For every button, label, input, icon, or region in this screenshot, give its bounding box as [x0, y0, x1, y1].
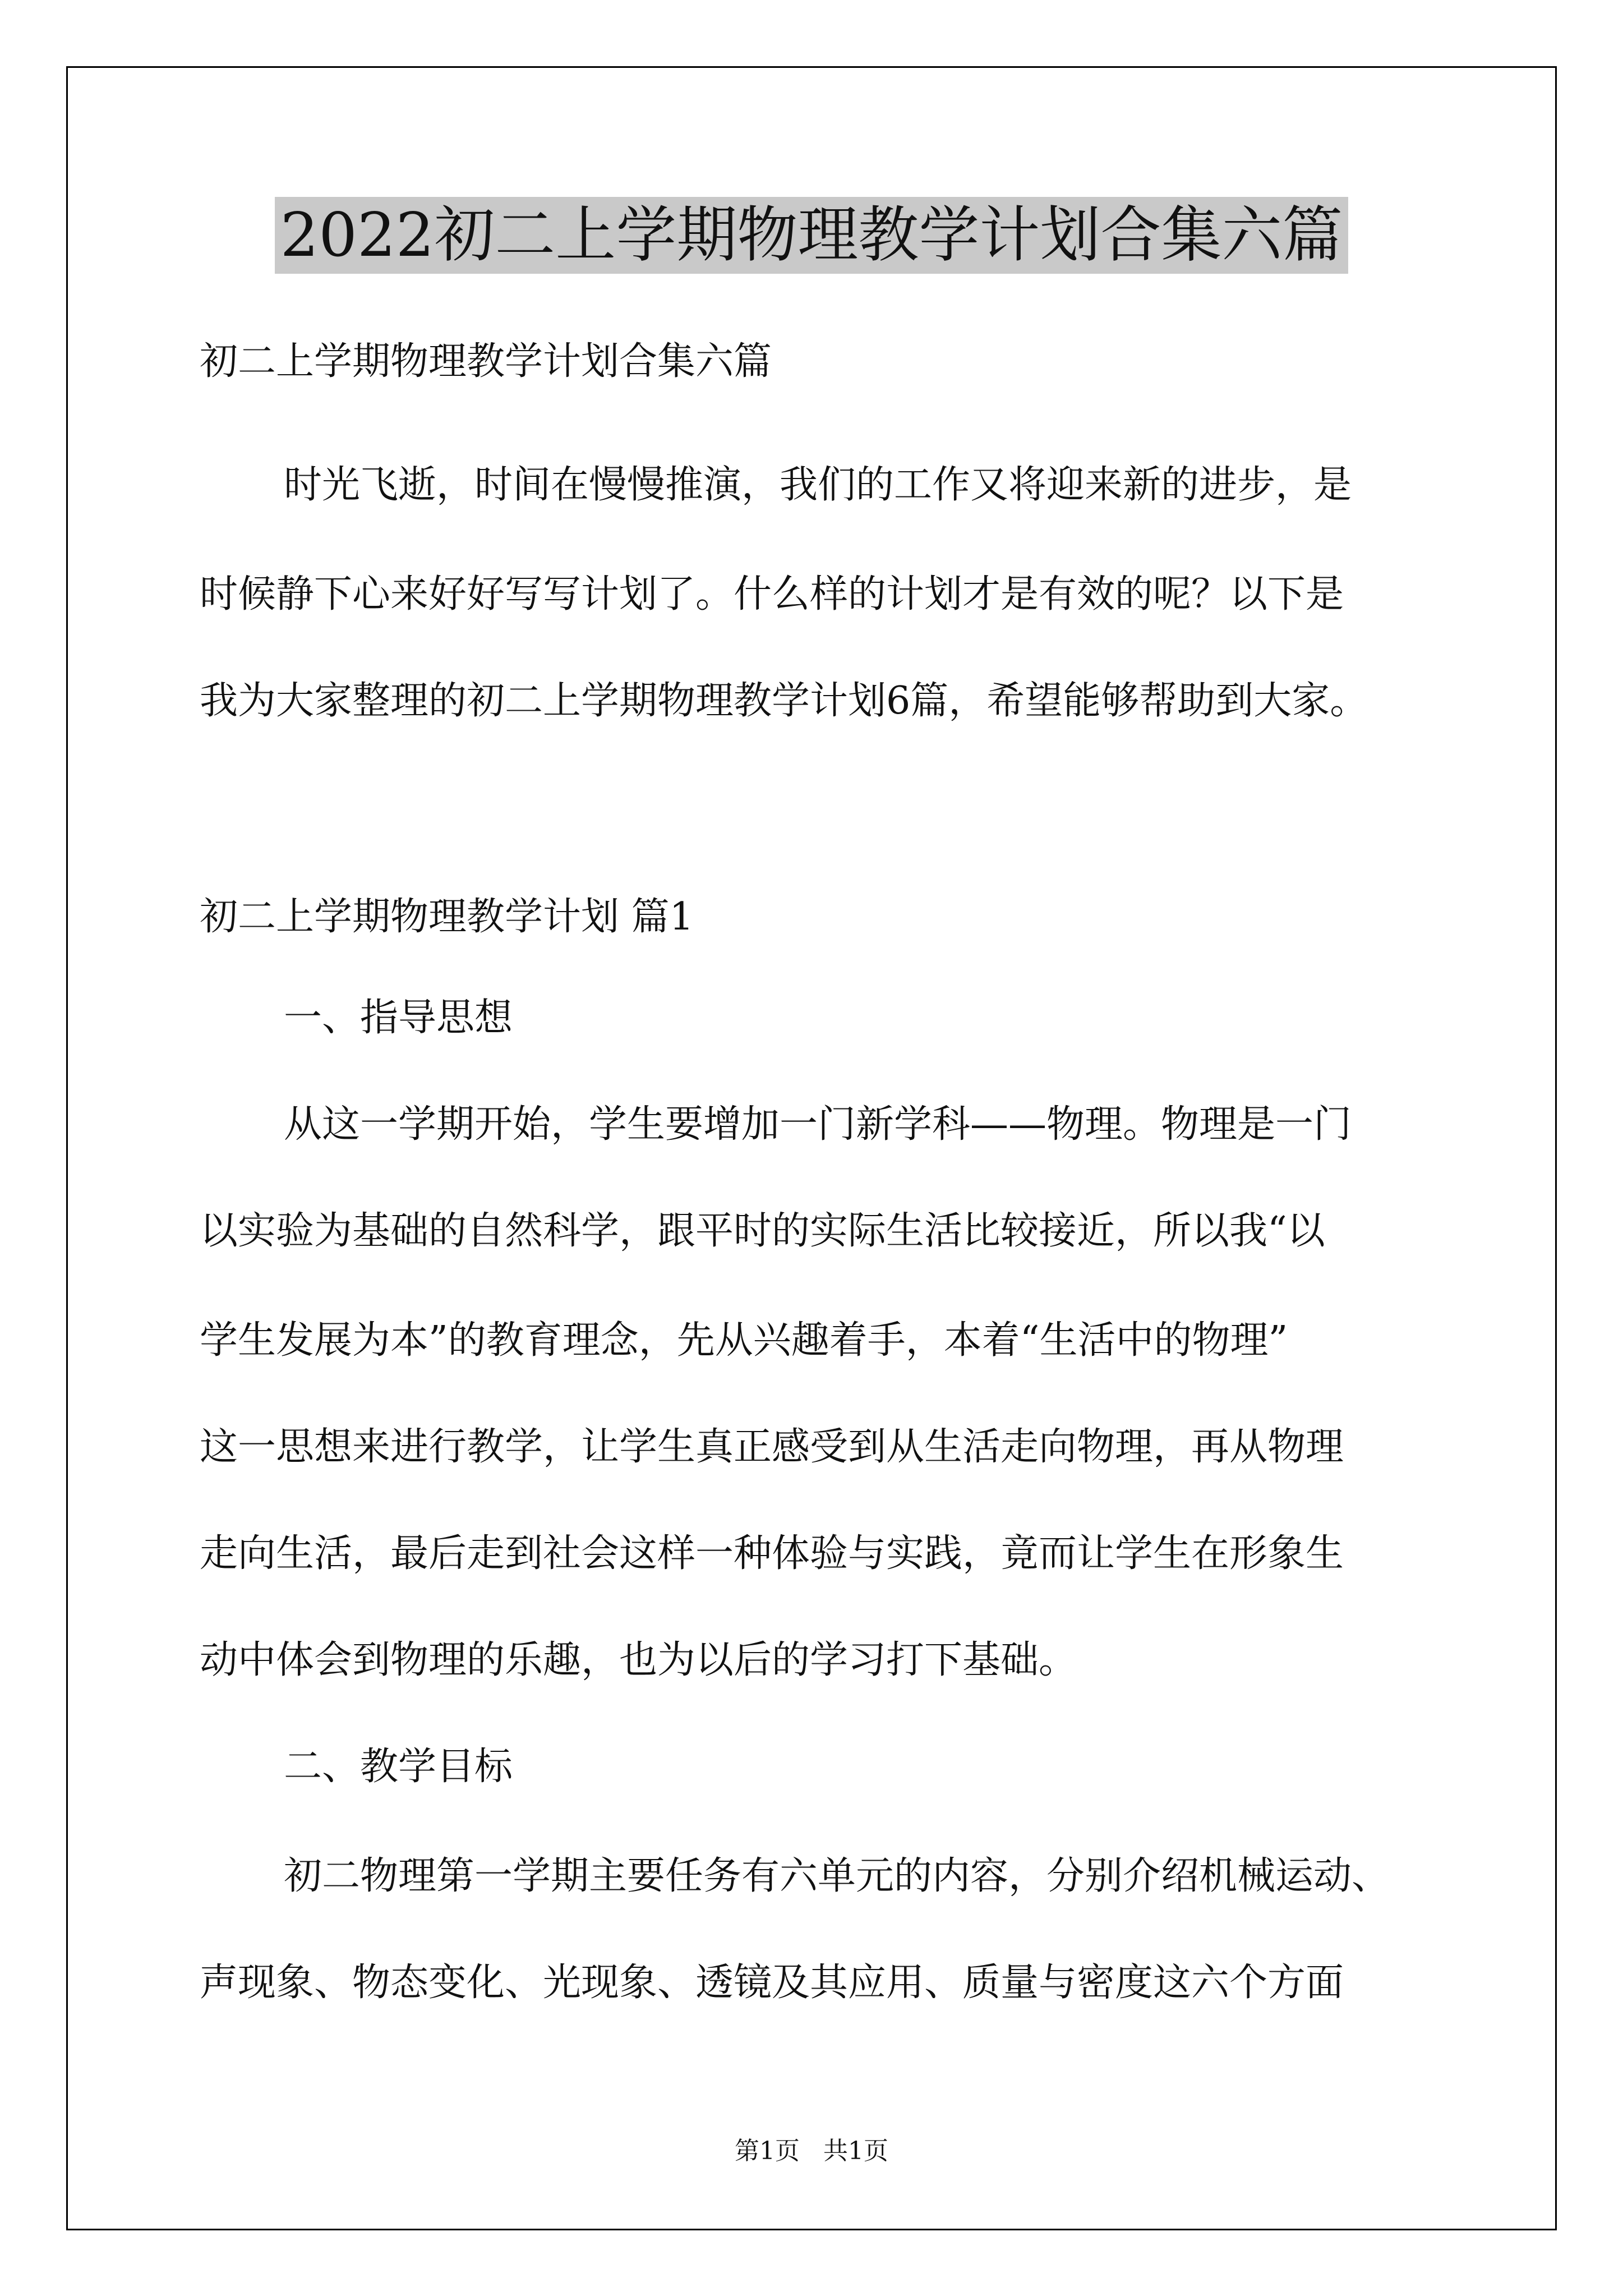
- subtitle-line: 初二上学期物理教学计划合集六篇: [200, 339, 772, 384]
- paragraph-line: 我为大家整理的初二上学期物理教学计划6篇，希望能够帮助到大家。: [200, 679, 1368, 723]
- section-heading: 初二上学期物理教学计划 篇1: [200, 895, 694, 939]
- page-footer: 第1页 共1页: [735, 2137, 888, 2165]
- paragraph-line: 声现象、物态变化、光现象、透镜及其应用、质量与密度这六个方面: [200, 1961, 1344, 2005]
- document-title: 2022初二上学期物理教学计划合集六篇: [0, 196, 1623, 275]
- paragraph-line: 从这一学期开始，学生要增加一门新学科——物理。物理是一门: [284, 1102, 1352, 1147]
- subsection-heading: 二、教学目标: [284, 1745, 513, 1789]
- subsection-heading: 一、指导思想: [284, 996, 513, 1040]
- paragraph-line: 这一思想来进行教学，让学生真正感受到从生活走向物理，再从物理: [200, 1425, 1344, 1469]
- paragraph-line: 以实验为基础的自然科学，跟平时的实际生活比较接近，所以我“以: [200, 1209, 1325, 1253]
- paragraph-line: 初二物理第一学期主要任务有六单元的内容，分别介绍机械运动、: [284, 1854, 1390, 1898]
- paragraph-line: 时光飞逝，时间在慢慢推演，我们的工作又将迎来新的进步，是: [284, 463, 1352, 507]
- paragraph-line: 动中体会到物理的乐趣，也为以后的学习打下基础。: [200, 1638, 1077, 1682]
- paragraph-line: 学生发展为本”的教育理念，先从兴趣着手，本着“生活中的物理”: [200, 1318, 1288, 1363]
- paragraph-line: 走向生活，最后走到社会这样一种体验与实践，竟而让学生在形象生: [200, 1531, 1344, 1576]
- paragraph-line: 时候静下心来好好写写计划了。什么样的计划才是有效的呢？以下是: [200, 572, 1344, 616]
